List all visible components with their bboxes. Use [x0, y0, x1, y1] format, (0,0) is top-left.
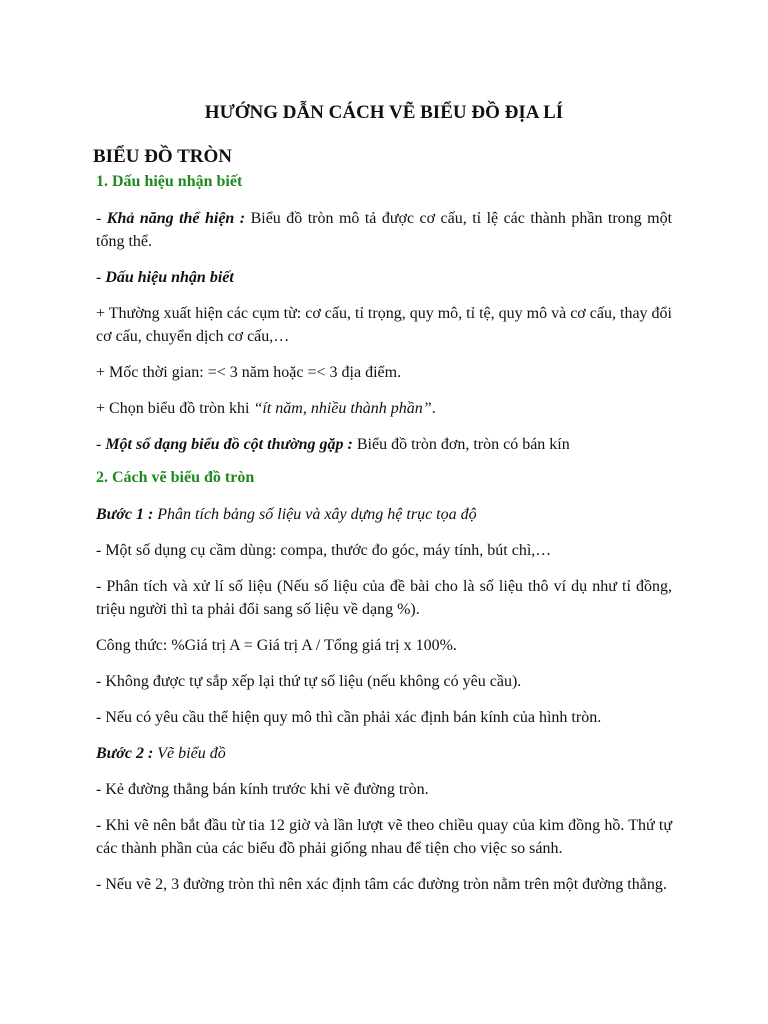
signs-label: Dấu hiệu nhận biết	[105, 269, 234, 286]
step-2-item-2: - Khi vẽ nên bắt đầu từ tia 12 giờ và lần lượt vẽ theo chiều quay của kim đồng hồ. Thứ tự các thành phần của các biểu đồ phải giống nhau để tiện cho việc so sánh.	[96, 817, 672, 857]
step-1-heading	[96, 503, 672, 526]
paragraph-signs-label: - Dấu hiệu nhận biết	[96, 269, 234, 286]
sign-item-3-prefix: + Chọn biểu đồ tròn khi	[96, 400, 254, 417]
sign-item-3-quote: “ít năm, nhiều thành phần”	[253, 400, 432, 417]
document-content	[93, 102, 673, 909]
step-2-heading	[96, 742, 672, 765]
chart-types-text: Biểu đồ tròn đơn, tròn có bán kín	[356, 436, 570, 453]
step-1-item-2: - Phân tích và xử lí số liệu (Nếu số liệu của đề bài cho là số liệu thô ví dụ như tỉ đồng, triệu người thì ta phải đổi sang số liệu về dạng %).	[96, 578, 672, 618]
step-2-label: Bước 2 :	[96, 745, 154, 762]
capability-text: Biểu đồ tròn mô tả được cơ cấu, tỉ lệ các thành phần trong một tổng thể.	[96, 210, 673, 250]
step-1-item-1: - Một số dụng cụ cầm dùng: compa, thước đo góc, máy tính, bút chì,…	[96, 542, 552, 559]
section-heading-drawing: 2. Cách vẽ biểu đồ tròn	[96, 469, 255, 486]
step-2-text: Vẽ biểu đồ	[157, 745, 226, 762]
sign-item-3-suffix: .	[431, 400, 436, 417]
sign-item-2: + Mốc thời gian: =< 3 năm hoặc =< 3 địa điểm.	[96, 364, 402, 381]
paragraph-capability: - Khả năng thể hiện : Biểu đồ tròn mô tả được cơ cấu, tỉ lệ các thành phần trong một tổng thể.	[96, 210, 673, 250]
paragraph-chart-types: - Một số dạng biểu đồ cột thường gặp : Biểu đồ tròn đơn, tròn có bán kín	[96, 436, 570, 453]
step-1-label: Bước 1 :	[96, 506, 154, 523]
step-2-item-1: - Kẻ đường thẳng bán kính trước khi vẽ đường tròn.	[96, 781, 429, 798]
page-title: HƯỚNG DẪN CÁCH VẼ BIỂU ĐỒ ĐỊA LÍ	[204, 102, 564, 123]
section-heading-recognition: 1. Dấu hiệu nhận biết	[96, 173, 243, 190]
step-1-formula: Công thức: %Giá trị A = Giá trị A / Tổng giá trị x 100%.	[96, 637, 457, 654]
step-1-text: Phân tích bảng số liệu và xây dựng hệ trục tọa độ	[157, 506, 477, 523]
step-2-item-3: - Nếu vẽ 2, 3 đường tròn thì nên xác định tâm các đường tròn nằm trên một đường thẳng.	[96, 876, 667, 893]
sign-item-1: + Thường xuất hiện các cụm từ: cơ cấu, tỉ trọng, quy mô, tỉ tệ, quy mô và cơ cấu, thay đổi cơ cấu, chuyển dịch cơ cấu,…	[96, 305, 672, 345]
chart-types-label: Một số dạng biểu đồ cột thường gặp :	[105, 436, 353, 453]
step-1-item-5: - Nếu có yêu cầu thể hiện quy mô thì cần phải xác định bán kính của hình tròn.	[96, 709, 602, 726]
sign-item-3	[96, 397, 672, 420]
capability-label: Khả năng thể hiện :	[106, 210, 246, 227]
document-subtitle: BIỂU ĐỒ TRÒN	[93, 146, 233, 167]
step-1-item-4: - Không được tự sắp xếp lại thứ tự số liệu (nếu không có yêu cầu).	[96, 673, 522, 690]
